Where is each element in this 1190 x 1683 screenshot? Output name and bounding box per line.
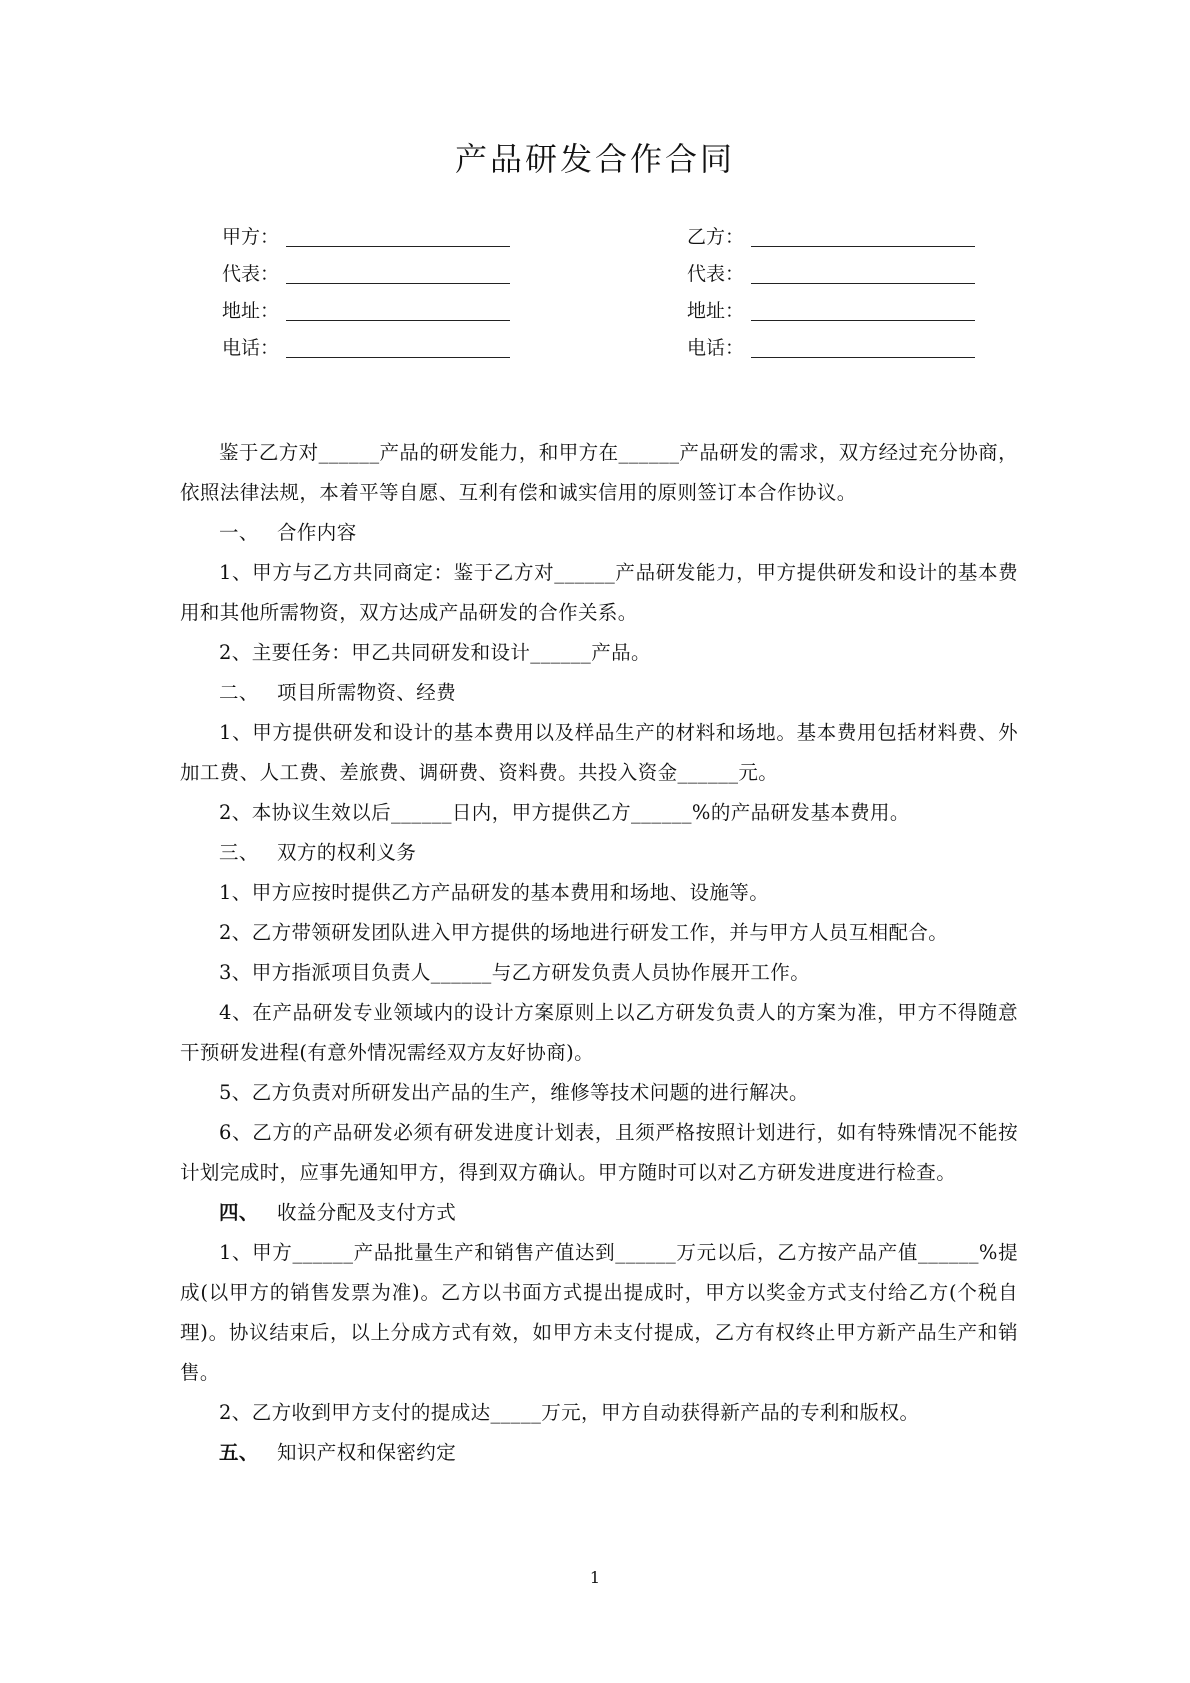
section-heading (180, 1193, 1018, 1233)
clause-paragraph: 6、乙方的产品研发必须有研发进度计划表，且须严格按照计划进行，如有特殊情况不能按计划完成时，应事先通知甲方，得到双方确认。甲方随时可以对乙方研发进度进行检查。 (180, 1121, 1018, 1184)
section-title: 双方的权利义务 (277, 841, 417, 864)
section-title: 知识产权和保密约定 (277, 1441, 457, 1464)
clause-paragraph: 2、主要任务：甲乙共同研发和设计______产品。 (219, 641, 651, 664)
section-title: 合作内容 (277, 521, 357, 544)
section-number: 四、 (219, 1201, 259, 1224)
page-number: 1 (589, 1568, 601, 1587)
party-b-representative-blank[interactable] (751, 283, 975, 284)
clause-paragraph: 1、甲方______产品批量生产和销售产值达到______万元以后，乙方按产品产值______%提成(以甲方的销售发票为准)。乙方以书面方式提出提成时，甲方以奖金方式支付给乙方(个税自理)。协议结束后，以上分成方式有效，如甲方未支付提成，乙方有权终止甲方新产品生产和销售。 (180, 1241, 1018, 1384)
party-a-representative-row (222, 259, 279, 289)
section-number: 三、 (219, 841, 259, 864)
party-b-name-label: 乙方： (687, 226, 745, 248)
section-title: 收益分配及支付方式 (277, 1201, 457, 1224)
party-a-phone-label: 电话： (222, 337, 280, 359)
clause-paragraph: 1、甲方应按时提供乙方产品研发的基本费用和场地、设施等。 (219, 881, 770, 904)
party-a-phone-row (222, 333, 279, 363)
clause-paragraph: 2、乙方带领研发团队进入甲方提供的场地进行研发工作，并与甲方人员互相配合。 (219, 921, 949, 944)
section-number: 二、 (219, 681, 259, 704)
party-b-name-row (687, 222, 744, 252)
party-b-address-blank[interactable] (751, 320, 975, 321)
contract-body (180, 433, 1018, 1473)
party-a-name-label: 甲方： (222, 226, 280, 248)
section-number: 一、 (219, 521, 259, 544)
clause-paragraph: 5、乙方负责对所研发出产品的生产，维修等技术问题的进行解决。 (219, 1081, 809, 1104)
section-title: 项目所需物资、经费 (277, 681, 457, 704)
section-number: 五、 (219, 1441, 259, 1464)
section-heading (180, 673, 1018, 713)
party-b-phone-label: 电话： (687, 337, 745, 359)
clause-paragraph: 1、甲方与乙方共同商定：鉴于乙方对______产品研发能力，甲方提供研发和设计的基本费用和其他所需物资，双方达成产品研发的合作关系。 (180, 561, 1018, 624)
party-a-address-label: 地址： (222, 300, 280, 322)
section-heading (180, 1433, 1018, 1473)
section-heading (180, 513, 1018, 553)
clause-paragraph: 2、乙方收到甲方支付的提成达_____万元，甲方自动获得新产品的专利和版权。 (219, 1401, 920, 1424)
party-b-representative-label: 代表： (687, 263, 745, 285)
party-b-phone-row (687, 333, 744, 363)
party-a-name-row (222, 222, 279, 252)
intro-paragraph: 鉴于乙方对______产品的研发能力，和甲方在______产品研发的需求，双方经过充分协商，依照法律法规，本着平等自愿、互利有偿和诚实信用的原则签订本合作协议。 (180, 441, 1018, 504)
clause-paragraph: 4、在产品研发专业领域内的设计方案原则上以乙方研发负责人的方案为准，甲方不得随意干预研发进程(有意外情况需经双方友好协商)。 (180, 1001, 1018, 1064)
clause-paragraph: 2、本协议生效以后______日内，甲方提供乙方______%的产品研发基本费用。 (219, 801, 910, 824)
party-a-representative-blank[interactable] (286, 283, 510, 284)
party-a-phone-blank[interactable] (286, 357, 510, 358)
clause-paragraph: 1、甲方提供研发和设计的基本费用以及样品生产的材料和场地。基本费用包括材料费、外加工费、人工费、差旅费、调研费、资料费。共投入资金______元。 (180, 721, 1018, 784)
document-title: 产品研发合作合同 (454, 140, 735, 178)
party-a-address-row (222, 296, 279, 326)
party-b-address-label: 地址： (687, 300, 745, 322)
party-b-address-row (687, 296, 744, 326)
party-a-representative-label: 代表： (222, 263, 280, 285)
party-b-phone-blank[interactable] (751, 357, 975, 358)
party-a-name-blank[interactable] (286, 246, 510, 247)
section-heading (180, 833, 1018, 873)
party-b-representative-row (687, 259, 744, 289)
party-b-name-blank[interactable] (751, 246, 975, 247)
clause-paragraph: 3、甲方指派项目负责人______与乙方研发负责人员协作展开工作。 (219, 961, 811, 984)
party-a-address-blank[interactable] (286, 320, 510, 321)
